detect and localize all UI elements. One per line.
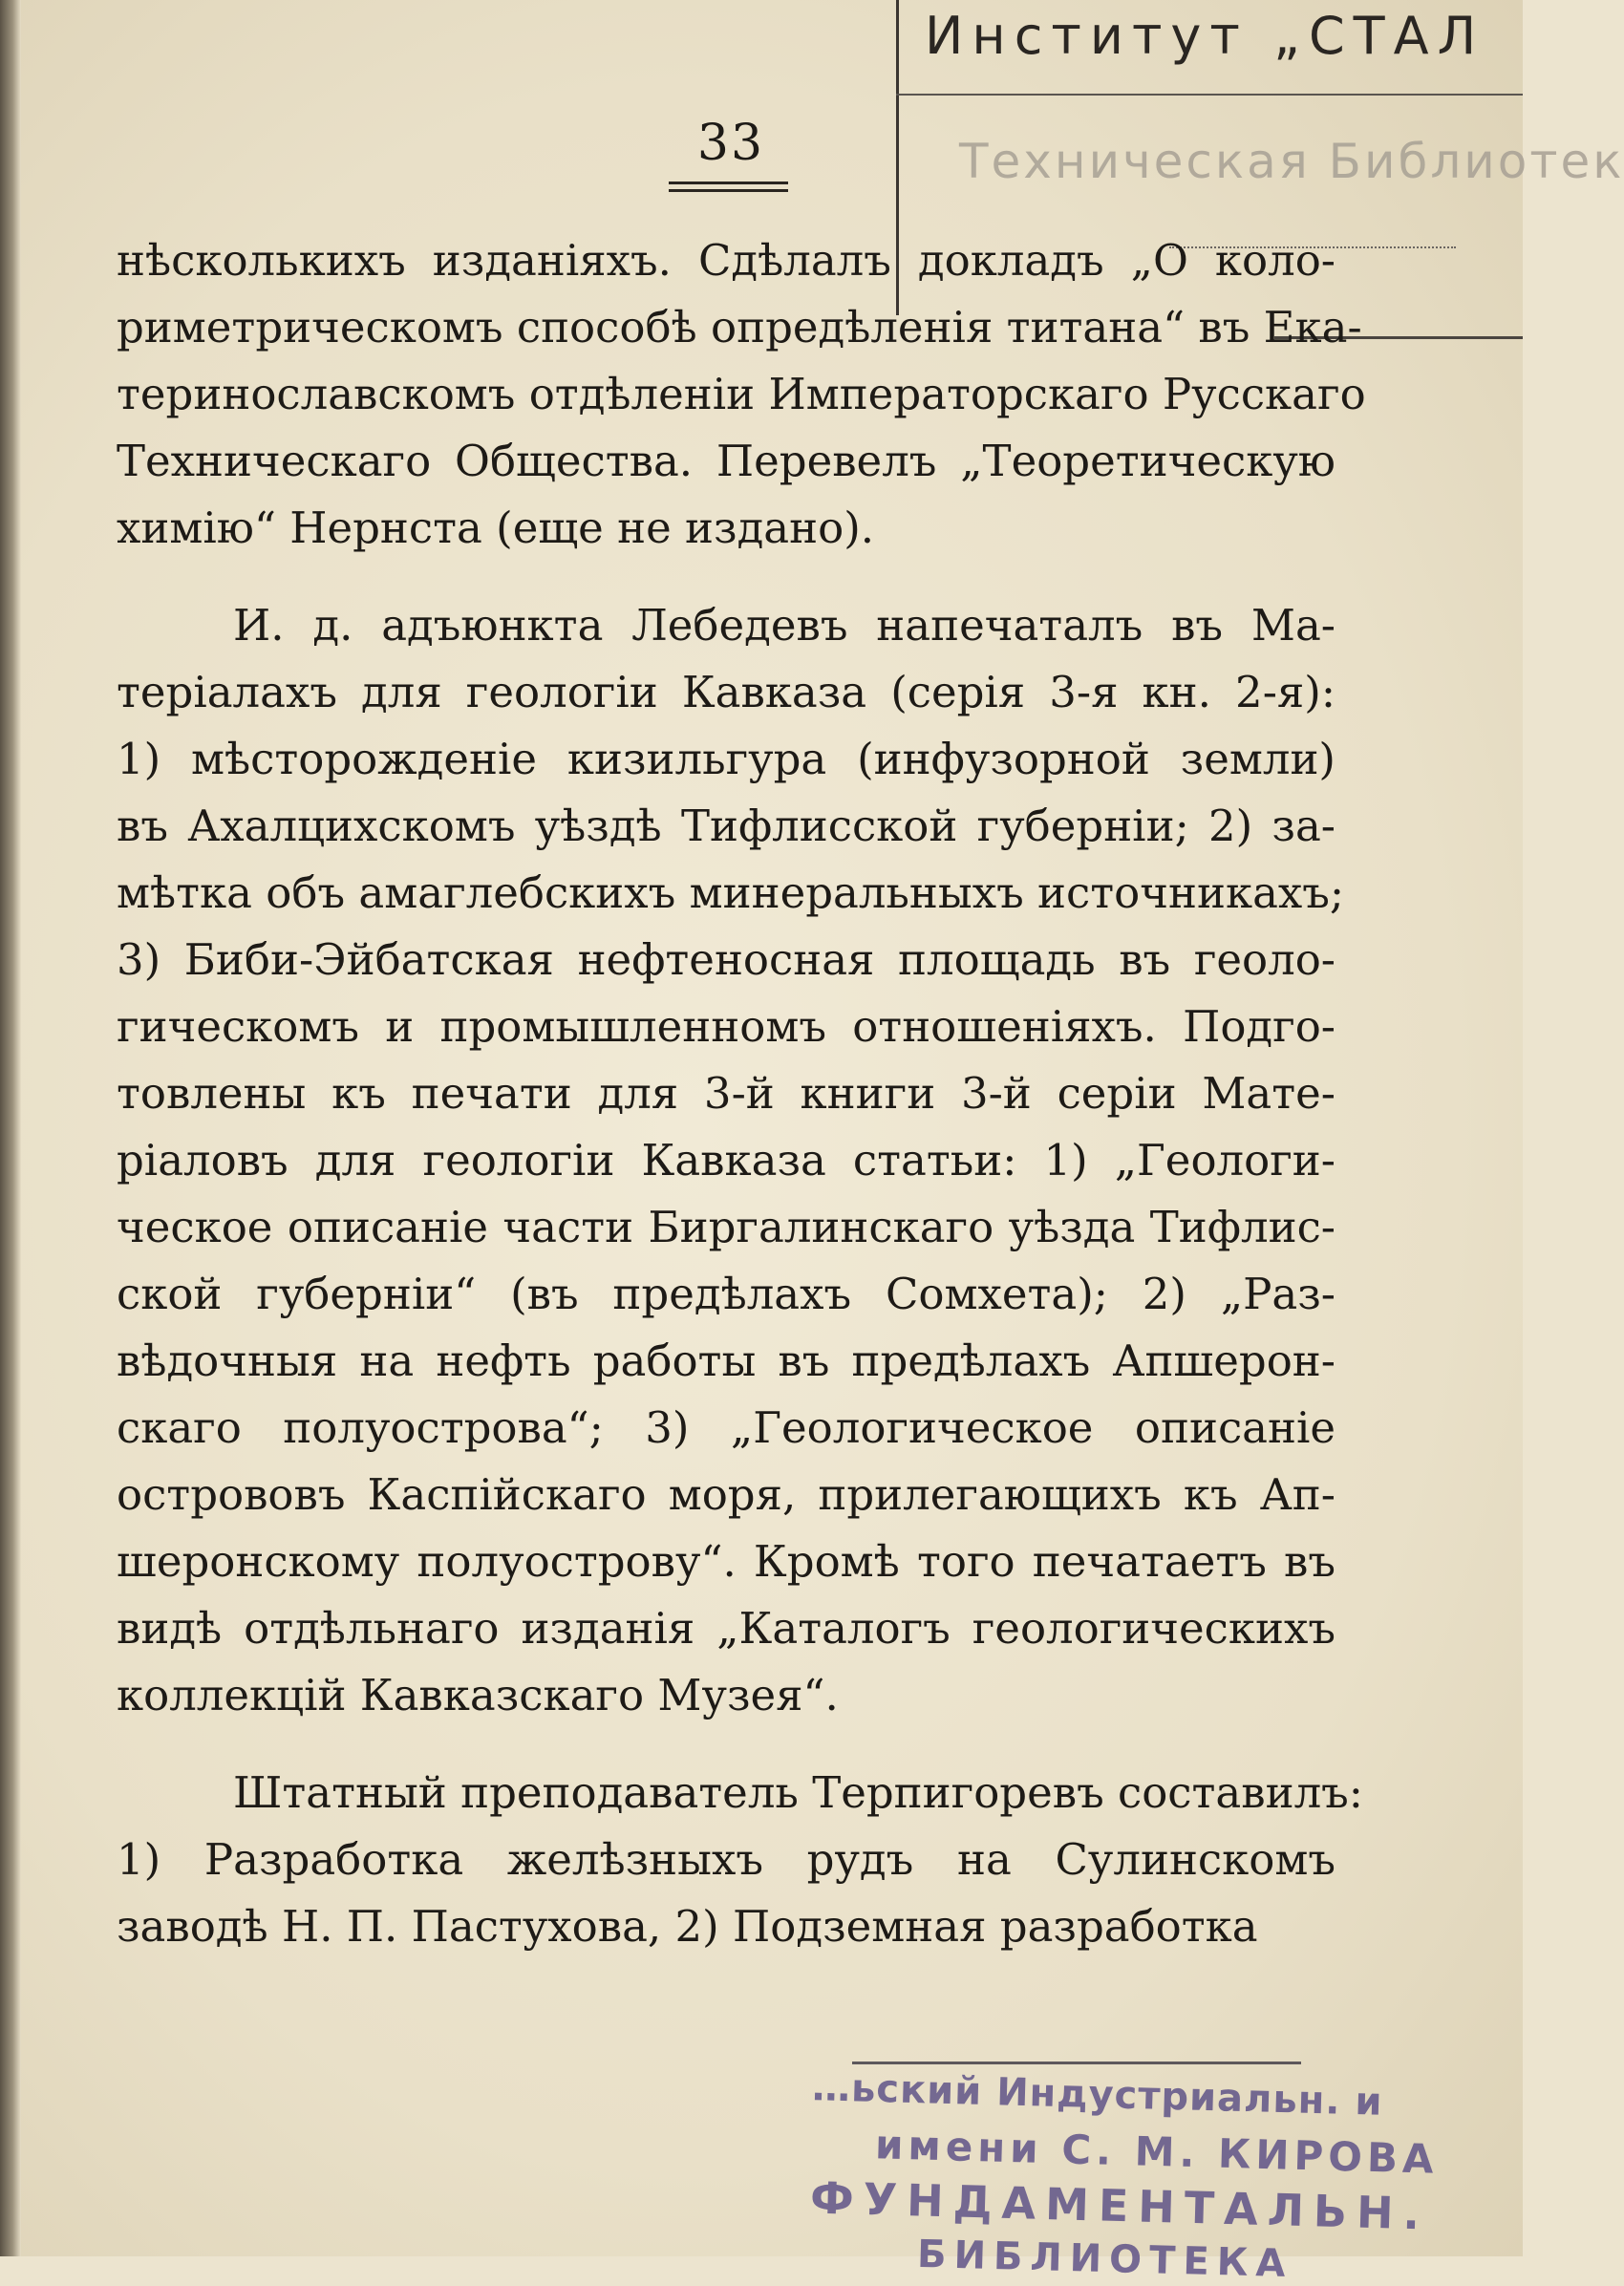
body-text bbox=[117, 227, 1366, 1960]
library-stamp-line-2: имени С. М. КИРОВА bbox=[874, 2121, 1440, 2183]
text-line: нѣсколькихъ изданіяхъ. Сдѣлалъ докладъ „О коло- bbox=[117, 235, 1336, 286]
paragraph bbox=[117, 227, 1366, 562]
page-number-rule-bottom bbox=[669, 189, 788, 192]
text-line: заводѣ Н. П. Пастухова, 2) Подземная разработка bbox=[117, 1901, 1258, 1952]
stamp-rule bbox=[852, 2062, 1301, 2064]
text-line: мѣтка объ амаглебскихъ минеральныхъ источникахъ; bbox=[117, 867, 1345, 918]
paragraph bbox=[117, 1760, 1363, 1960]
text-line: риметрическомъ способѣ опредѣленія титана“ въ Ека- bbox=[117, 302, 1362, 353]
text-line: Штатный преподаватель Терпигоревъ составилъ: bbox=[233, 1767, 1363, 1818]
text-line: 1) мѣсторожденіе кизильгура (инфузорной земли) bbox=[117, 734, 1336, 784]
library-stamp-line-4: БИБЛИОТЕКА bbox=[916, 2232, 1293, 2286]
text-line: ческое описаніе части Биргалинскаго уѣзда Тифлис- bbox=[117, 1202, 1336, 1252]
paragraph-gap bbox=[117, 562, 1336, 592]
page-number-rule-top bbox=[669, 182, 788, 184]
page-binding-shadow bbox=[0, 0, 21, 2256]
text-line: ріаловъ для геологіи Кавказа статьи: 1) „Геологи- bbox=[117, 1135, 1336, 1186]
text-line: гическомъ и промышленномъ отношеніяхъ. Подго- bbox=[117, 1001, 1336, 1052]
stamp-subtitle: Техническая Библиотек bbox=[959, 134, 1624, 189]
text-line: 3) Биби-Эйбатская нефтеносная площадь въ геоло- bbox=[117, 934, 1336, 985]
paragraph bbox=[117, 592, 1345, 1729]
text-line: острововъ Каспійскаго моря, прилегающихъ къ Ап- bbox=[117, 1469, 1336, 1520]
text-line: ской губерніи“ (въ предѣлахъ Сомхета); 2) „Раз- bbox=[117, 1269, 1336, 1319]
page-number: 33 bbox=[696, 115, 765, 172]
text-line: И. д. адъюнкта Лебедевъ напечаталъ въ Ма- bbox=[233, 600, 1336, 651]
text-line: коллекцій Кавказскаго Музея“. bbox=[117, 1670, 839, 1720]
text-line: скаго полуострова“; 3) „Геологическое описаніе bbox=[117, 1402, 1336, 1453]
text-line: видѣ отдѣльнаго изданія „Каталогъ геологическихъ bbox=[117, 1603, 1336, 1654]
text-line: теріалахъ для геологіи Кавказа (серія 3-я кн. 2-я): bbox=[117, 667, 1336, 717]
text-line: химію“ Нернста (еще не издано). bbox=[117, 502, 875, 553]
text-line: въ Ахалцихскомъ уѣздѣ Тифлисской губерніи; 2) за- bbox=[117, 801, 1336, 851]
text-line: шеронскому полуострову“. Кромѣ того печатаетъ въ bbox=[117, 1536, 1336, 1587]
text-line: теринославскомъ отдѣленіи Императорскаго Русскаго bbox=[117, 369, 1366, 419]
stamp-title: Институт „СТАЛ bbox=[925, 6, 1485, 66]
text-line: вѣдочныя на нефть работы въ предѣлахъ Апшерон- bbox=[117, 1335, 1336, 1386]
text-line: Техническаго Общества. Перевелъ „Теоретическую bbox=[117, 436, 1336, 486]
text-line: 1) Разработка желѣзныхъ рудъ на Сулинскомъ bbox=[117, 1834, 1336, 1885]
paragraph-gap bbox=[117, 1729, 1336, 1760]
library-stamp-bottom bbox=[802, 2054, 1440, 2286]
library-stamp-line-1: …ьский Индустриальн. и bbox=[811, 2065, 1384, 2125]
library-stamp-line-3: ФУНДАМЕНТАЛЬН. bbox=[809, 2171, 1430, 2240]
text-line: товлены къ печати для 3-й книги 3-й серіи Мате- bbox=[117, 1068, 1336, 1119]
stamp-frame-divider bbox=[896, 94, 1523, 96]
